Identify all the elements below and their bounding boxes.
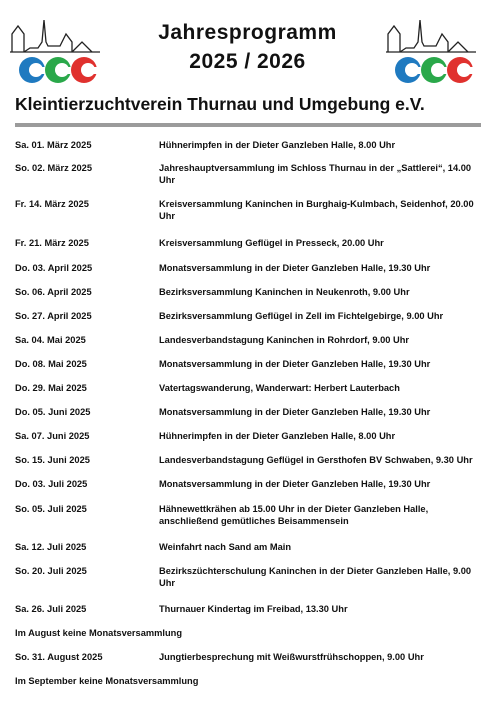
event-description: Vatertagswanderung, Wanderwart: Herbert Lauterbach: [159, 383, 400, 393]
club-name: Kleintierzuchtverein Thurnau und Umgebung e.V.: [15, 94, 425, 114]
event-date: So. 05. Juli 2025: [15, 504, 87, 514]
page-subtitle-years: 2025 / 2026: [189, 50, 306, 73]
event-description: Jahreshauptversammlung im Schloss Thurnau in der „Sattlerei“, 14.00 Uhr: [159, 163, 472, 185]
event-description: Monatsversammlung in der Dieter Ganzleben Halle, 19.30 Uhr: [159, 479, 431, 489]
event-date: Fr. 14. März 2025: [15, 199, 89, 209]
event-description: Kreisversammlung Kaninchen in Burghaig-Kulmbach, Seidenhof, 20.00 Uhr: [159, 199, 474, 221]
event-description: Landesverbandstagung Geflügel in Gersthofen BV Schwaben, 9.30 Uhr: [159, 455, 473, 465]
note-text: Im September keine Monatsversammlung: [15, 676, 199, 686]
event-date: Do. 03. April 2025: [15, 263, 93, 273]
page-title: Jahresprogramm: [158, 21, 337, 44]
event-description: Bezirksversammlung Kaninchen in Neukenroth, 9.00 Uhr: [159, 287, 410, 297]
event-description: Hühnerimpfen in der Dieter Ganzleben Halle, 8.00 Uhr: [159, 431, 396, 441]
event-date: Sa. 26. Juli 2025: [15, 604, 87, 614]
event-description: Weinfahrt nach Sand am Main: [159, 542, 292, 552]
event-description: Bezirksversammlung Geflügel in Zell im Fichtelgebirge, 9.00 Uhr: [159, 311, 444, 321]
header-divider: [15, 123, 481, 127]
note-text: Im August keine Monatsversammlung: [15, 628, 183, 638]
event-date: Sa. 12. Juli 2025: [15, 542, 87, 552]
event-description: Hähnewettkrähen ab 15.00 Uhr in der Dieter Ganzleben Halle, anschließend gemütliches Beisammensein: [159, 504, 429, 526]
event-description: Thurnauer Kindertag im Freibad, 13.30 Uhr: [159, 604, 348, 614]
event-date: So. 20. Juli 2025: [15, 566, 87, 576]
event-description: Kreisversammlung Geflügel in Presseck, 20.00 Uhr: [159, 238, 384, 248]
event-date: So. 31. August 2025: [15, 652, 103, 662]
event-date: Do. 05. Juni 2025: [15, 407, 91, 417]
event-date: Sa. 01. März 2025: [15, 140, 92, 150]
event-date: Do. 08. Mai 2025: [15, 359, 87, 369]
event-date: So. 06. April 2025: [15, 287, 92, 297]
event-date: So. 27. April 2025: [15, 311, 92, 321]
event-description: Jungtierbesprechung mit Weißwurstfrühschoppen, 9.00 Uhr: [159, 652, 424, 662]
event-date: So. 02. März 2025: [15, 163, 92, 173]
event-description: Bezirkszüchterschulung Kaninchen in der Dieter Ganzleben Halle, 9.00 Uhr: [159, 566, 472, 588]
event-description: Monatsversammlung in der Dieter Ganzleben Halle, 19.30 Uhr: [159, 407, 431, 417]
event-description: Monatsversammlung in der Dieter Ganzleben Halle, 19.30 Uhr: [159, 359, 431, 369]
event-date: Sa. 07. Juni 2025: [15, 431, 90, 441]
event-date: So. 15. Juni 2025: [15, 455, 90, 465]
event-description: Hühnerimpfen in der Dieter Ganzleben Halle, 8.00 Uhr: [159, 140, 396, 150]
event-description: Landesverbandstagung Kaninchen in Rohrdorf, 9.00 Uhr: [159, 335, 410, 345]
event-date: Do. 03. Juli 2025: [15, 479, 88, 489]
event-date: Do. 29. Mai 2025: [15, 383, 87, 393]
event-description: Monatsversammlung in der Dieter Ganzleben Halle, 19.30 Uhr: [159, 263, 431, 273]
event-date: Fr. 21. März 2025: [15, 238, 89, 248]
event-date: Sa. 04. Mai 2025: [15, 335, 86, 345]
